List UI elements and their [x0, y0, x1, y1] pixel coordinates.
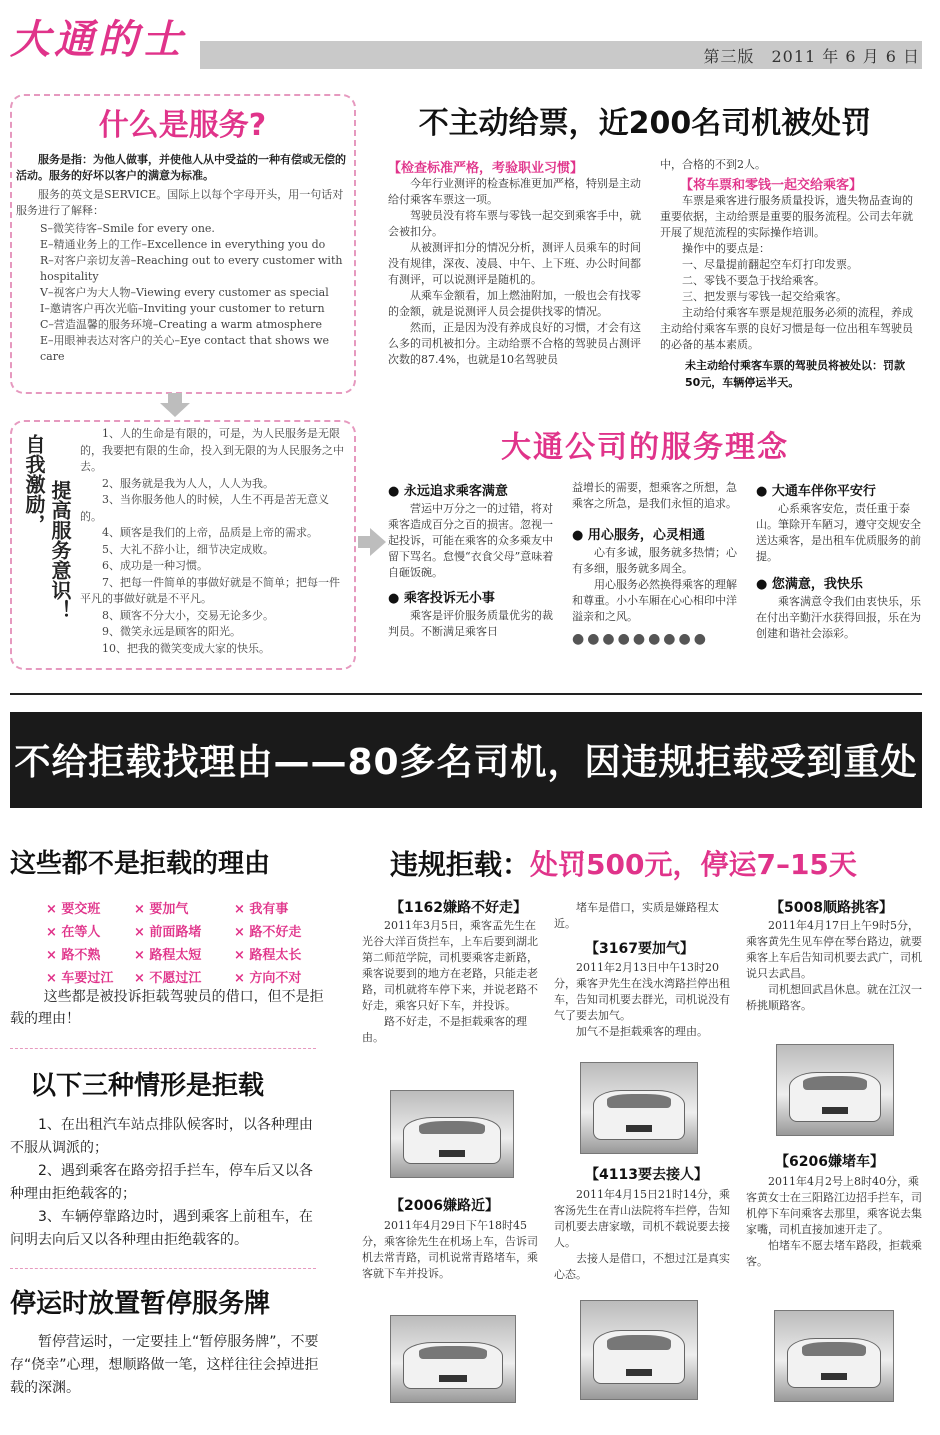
motivation-item: 2、服务就是我为人人，人人为我。	[102, 476, 274, 490]
ticket-col1-para: 今年行业测评的检查标准更加严格，特别是主动给付乘客车票这一项。	[388, 177, 641, 206]
idea-bullet-4-label: 大通车伴你平安行	[771, 484, 876, 499]
idea-bullet-4: ● 大通车伴你平安行	[756, 484, 876, 499]
reason-item: × 我有事	[234, 902, 289, 917]
ticket-col1	[388, 176, 646, 368]
taxi-photo	[390, 1090, 514, 1178]
arrow-down-icon	[160, 393, 190, 417]
case-5008-title: 【5008顺路挑客】	[770, 900, 893, 916]
case-4113-conclusion: 去接人是借口，不想过江是真实心态。	[554, 1252, 730, 1281]
motivation-item: 3、当你服务他人的时候，人生不再是苦无意义的。	[80, 493, 329, 523]
ticket-col2-para: 车票是乘客进行服务质量投诉，遗失物品查询的重要依据，主动给票是重要的服务流程。公司去年就开展了规范流程的实际操作培训。	[660, 194, 913, 239]
letter-i: I–邀请客户再次光临–Inviting your customer to return	[40, 302, 325, 315]
ticket-headline: 不主动给票，近200名司机被处罚	[418, 106, 872, 141]
three-case-item: 2、遇到乘客在路旁招手拦车，停车后又以各种理由拒绝载客的；	[10, 1163, 313, 1202]
ticket-col1-para: 从乘车金额看，加上燃油附加，一般也会有找零的金额，就是说测评人员会提供找零的情况。	[388, 289, 641, 318]
ticket-col2	[660, 193, 920, 353]
ticket-col2-lead: 中，合格的不到2人。	[660, 158, 766, 171]
case-4113-title: 【4113要去接人】	[585, 1167, 708, 1183]
idea-col1	[388, 480, 558, 640]
service-title: 什么是服务?	[98, 108, 267, 143]
letter-e1: E–精通业务上的工作–Excellence in everything you do	[40, 238, 326, 251]
case-6206-conclusion: 怕堵车不愿去堵车路段，拒载乘客。	[746, 1239, 922, 1268]
arrow-right-icon	[358, 528, 386, 556]
case-2006-title: 【2006嫌路近】	[390, 1198, 499, 1214]
case-6206-para: 2011年4月2号上8时40分，乘客黄女士在三阳路江边招手拦车，司机停下车问乘客去那里，乘客说去集家嘴，司机直接加速开走了。	[746, 1175, 922, 1236]
case-3167-conclusion: 加气不是拒载乘客的理由。	[576, 1025, 708, 1038]
reason-item: × 要交班	[46, 902, 101, 917]
banner-text: 不给拒载找理由——80多名司机，因违规拒载受到重处	[14, 742, 918, 783]
ticket-col1-para: 从被测评扣分的情况分析，测评人员乘车的时间没有规律，深夜、凌晨、中午、上下班、办公时间都有测评，可以说测评是随机的。	[388, 241, 641, 286]
idea-bullet-5-text: 乘客满意令我们由衷快乐，乐在付出辛勤汗水获得回报，乐在为创建和谐社会添彩。	[756, 595, 921, 640]
case-5008-text	[746, 918, 922, 1014]
ticket-col2-para: 二、零钱不要急于找给乘客。	[682, 274, 825, 287]
idea-bullet-2-cont: 益增长的需要，想乘客之所想，急乘客之所急，是我们永恒的追求。	[572, 481, 737, 510]
case-3167-title: 【3167要加气】	[585, 941, 694, 957]
motivation-list	[80, 426, 346, 657]
case-3167-para: 2011年2月13日中午13时20分，乘客尹先生在浅水湾路拦停出租车，告知司机要去群光，司机说没有气了要去加气。	[554, 961, 730, 1022]
taxi-photo	[774, 1310, 894, 1402]
case-3167-text	[554, 960, 730, 1040]
three-cases-list	[10, 1114, 326, 1252]
motivation-item: 8、顾客不分大小，交易无论多少。	[102, 608, 274, 622]
excuses-title: 这些都不是拒载的理由	[10, 849, 271, 879]
reason-item: × 要加气	[134, 902, 189, 917]
letter-v: V–视客户为大人物–Viewing every customer as special	[40, 286, 329, 299]
ticket-col1-para: 驾驶员没有将车票与零钱一起交到乘客手中，就会被扣分。	[388, 209, 641, 238]
idea-bullet-2-label: 乘客投诉无小事	[403, 591, 495, 606]
case-5008-para: 2011年4月17日上午9时5分，乘客黄先生见车停在琴台路边，就要乘客上车后告知司机要去武广，司机说只去武昌。	[746, 919, 922, 980]
ticket-col2-para: 主动给付乘客车票是规范服务必须的流程，养成主动给付乘客车票的良好习惯是每一位出租车驾驶员的必备的基本素质。	[660, 306, 913, 351]
three-case-item: 3、车辆停靠路边时，遇到乘客上前租车，在问明去向后又以各种理由拒绝载客的。	[10, 1209, 313, 1248]
idea-bullet-1: ● 永远追求乘客满意	[388, 484, 508, 499]
taxi-photo	[390, 1315, 516, 1403]
motivation-item: 10、把我的微笑变成大家的快乐。	[102, 641, 270, 655]
sign-title: 停运时放置暂停服务牌	[10, 1289, 271, 1319]
ticket-col2-para: 操作中的要点是：	[682, 242, 770, 255]
idea-bullet-5-label: 您满意，我快乐	[771, 577, 863, 592]
case-1162-para: 2011年3月5日，乘客孟先生在光谷大洋百货拦车，上车后要到湖北第二师范学院，司机要乘客走新路，乘客说要到的地方在老路，只能走老路，司机就将车停下来，并说老路不好走，乘客只好下车，并投诉。	[362, 919, 538, 1012]
masthead-title: 大通的士	[10, 16, 186, 63]
idea-bullet-2-text: 乘客是评价服务质量优劣的裁判员。不断满足乘客日	[388, 609, 553, 638]
idea-dots: ●●●●●●●●●	[572, 631, 709, 647]
idea-bullet-1-text: 营运中万分之一的过错，将对乘客造成百分之百的损害。忽视一起投诉，可能在乘客的众多乘友中留下骂名。怠慢“衣食父母”意味着自砸饭碗。	[388, 502, 554, 579]
case-2006-text: 2011年4月29日下午18时45分，乘客徐先生在机场上车，告诉司机去常青路，司机说常青路堵车，乘客就下车并投诉。	[362, 1219, 538, 1280]
reason-item: × 前面路堵	[134, 925, 202, 940]
case-1162-conclusion: 路不好走，不是拒载乘客的理由。	[362, 1015, 527, 1044]
excuses-grid	[46, 898, 326, 986]
case-5008-conclusion: 司机想回武昌休息。就在江汉一桥挑顺路客。	[746, 983, 922, 1012]
letter-s: S–微笑待客–Smile for every one.	[40, 222, 215, 235]
violation-title	[390, 843, 930, 883]
motivation-item: 4、顾客是我们的上帝，品质是上帝的需求。	[102, 526, 318, 539]
idea-bullet-3: ● 用心服务，心灵相通	[572, 528, 705, 543]
letter-e2: E–用眼神表达对客户的关心–Eye contact that shows we care	[40, 334, 330, 363]
case-4113-text	[554, 1187, 730, 1283]
reason-item: × 方向不对	[234, 971, 302, 986]
idea-bullet-4-text: 心系乘客安危，责任重于泰山。筆除开车陋习，遵守交规安全送达乘客，是出租车优质服务的前提。	[756, 502, 921, 563]
taxi-photo	[776, 1044, 894, 1136]
idea-col3	[756, 480, 922, 642]
motivation-item: 5、大礼不辞小让，细节决定成败。	[102, 542, 274, 556]
service-english-intro: 服务的英文是SERVICE。国际上以每个字母开头，用一句话对服务进行了解释：	[16, 188, 344, 217]
idea-bullet-2: ● 乘客投诉无小事	[388, 591, 495, 606]
separator	[10, 1268, 316, 1269]
three-cases-title: 以下三种情形是拒载	[30, 1071, 265, 1101]
motivation-side-title-1: 自我激励，	[22, 434, 46, 534]
idea-bullet-1-label: 永远追求乘客满意	[403, 484, 508, 499]
reason-item: × 路不好走	[234, 925, 302, 940]
case-2006-conclusion: 堵车是借口，实质是嫌路程太近。	[554, 901, 719, 930]
idea-bullet-5: ● 您满意，我快乐	[756, 577, 863, 592]
ticket-col1-para: 然而，正是因为没有养成良好的习惯，才会有这么多的司机被扣分。主动给票不合格的驾驶员占测评次数的87.4%，也就是10名驾驶员	[388, 321, 641, 366]
case-1162-text	[362, 918, 538, 1046]
reason-item: × 路程太短	[134, 948, 202, 963]
idea-bullet-3-text2: 用心服务必然换得乘客的理解和尊重。小小车厢在心心相印中洋溢亲和之风。	[572, 578, 737, 623]
case-4113-para: 2011年4月15日21时14分，乘客汤先生在青山法院将车拦停，告知司机要去唐家墩，司机不载说要去接人。	[554, 1188, 730, 1249]
three-case-item: 1、在出租汽车站点排队候客时，以各种理由不服从调派的；	[10, 1117, 313, 1156]
idea-bullet-3-text: 心有多诚，服务就多热情；心有多细，服务就多周全。	[572, 546, 737, 575]
idea-bullet-3-label: 用心服务，心灵相通	[587, 528, 705, 543]
idea-title: 大通公司的服务理念	[501, 430, 789, 465]
motivation-side-title-2: 提高服务意识！	[48, 480, 72, 620]
motivation-item: 9、微笑永远是顾客的阳光。	[102, 625, 241, 638]
letter-c: C–营造温馨的服务环境–Creating a warm atmosphere	[40, 318, 323, 331]
ticket-sub1: 【检查标准严格，考验职业习惯】	[388, 161, 584, 176]
excuses-note: 这些都是被投诉拒载驾驶员的借口，但不是拒载的理由！	[10, 989, 324, 1027]
motivation-item: 1、人的生命是有限的，可是，为人民服务是无限的，我要把有限的生命，投入到无限的为人民服务之中去。	[80, 427, 344, 473]
reason-item: × 路不熟	[46, 948, 101, 963]
masthead-date: 第三版 2011 年 6 月 6 日	[703, 47, 920, 66]
taxi-photo	[580, 1300, 698, 1400]
idea-col2	[572, 480, 742, 647]
section-rule	[10, 693, 922, 695]
case-1162-title: 【1162嫌路不好走】	[390, 900, 527, 916]
reason-item: × 路程太长	[234, 948, 302, 963]
taxi-photo	[580, 1062, 698, 1154]
case-6206-title: 【6206嫌堵车】	[775, 1154, 884, 1170]
ticket-sub2: 【将车票和零钱一起交给乘客】	[680, 178, 863, 193]
service-letters	[16, 221, 348, 365]
ticket-col2-para: 三、把发票与零钱一起交给乘客。	[682, 290, 847, 303]
service-intro: 服务是指：为他人做事，并使他人从中受益的一种有偿或无偿的活动。服务的好坏以客户的满意为标准。	[16, 153, 346, 182]
sign-text: 暂停营运时，一定要挂上“暂停服务牌”，不要存“侥幸”心理，想顺路做一笔，这样往往会掉进拒载的深渊。	[10, 1334, 319, 1396]
motivation-item: 7、把每一件简单的事做好就是不简单；把每一件平凡的事做好就是不平凡。	[80, 575, 340, 605]
reason-item: × 在等人	[46, 925, 101, 940]
letter-r: R–对客户亲切友善–Reaching out to every customer with hospitality	[40, 254, 343, 283]
motivation-item: 6、成功是一种习惯。	[102, 559, 208, 572]
ticket-penalty: 未主动给付乘客车票的驾驶员将被处以：罚款50元，车辆停运半天。	[685, 359, 905, 389]
reason-item: × 不愿过江	[134, 971, 202, 986]
case-6206-text	[746, 1174, 922, 1270]
violation-title-pink: 处罚500元，停运7–15天	[530, 848, 857, 881]
violation-title-black: 违规拒载：	[390, 848, 531, 881]
ticket-col2-para: 一、尽量提前翻起空车灯打印发票。	[682, 258, 858, 271]
separator	[10, 1048, 316, 1049]
reason-item: × 车要过江	[46, 971, 114, 986]
